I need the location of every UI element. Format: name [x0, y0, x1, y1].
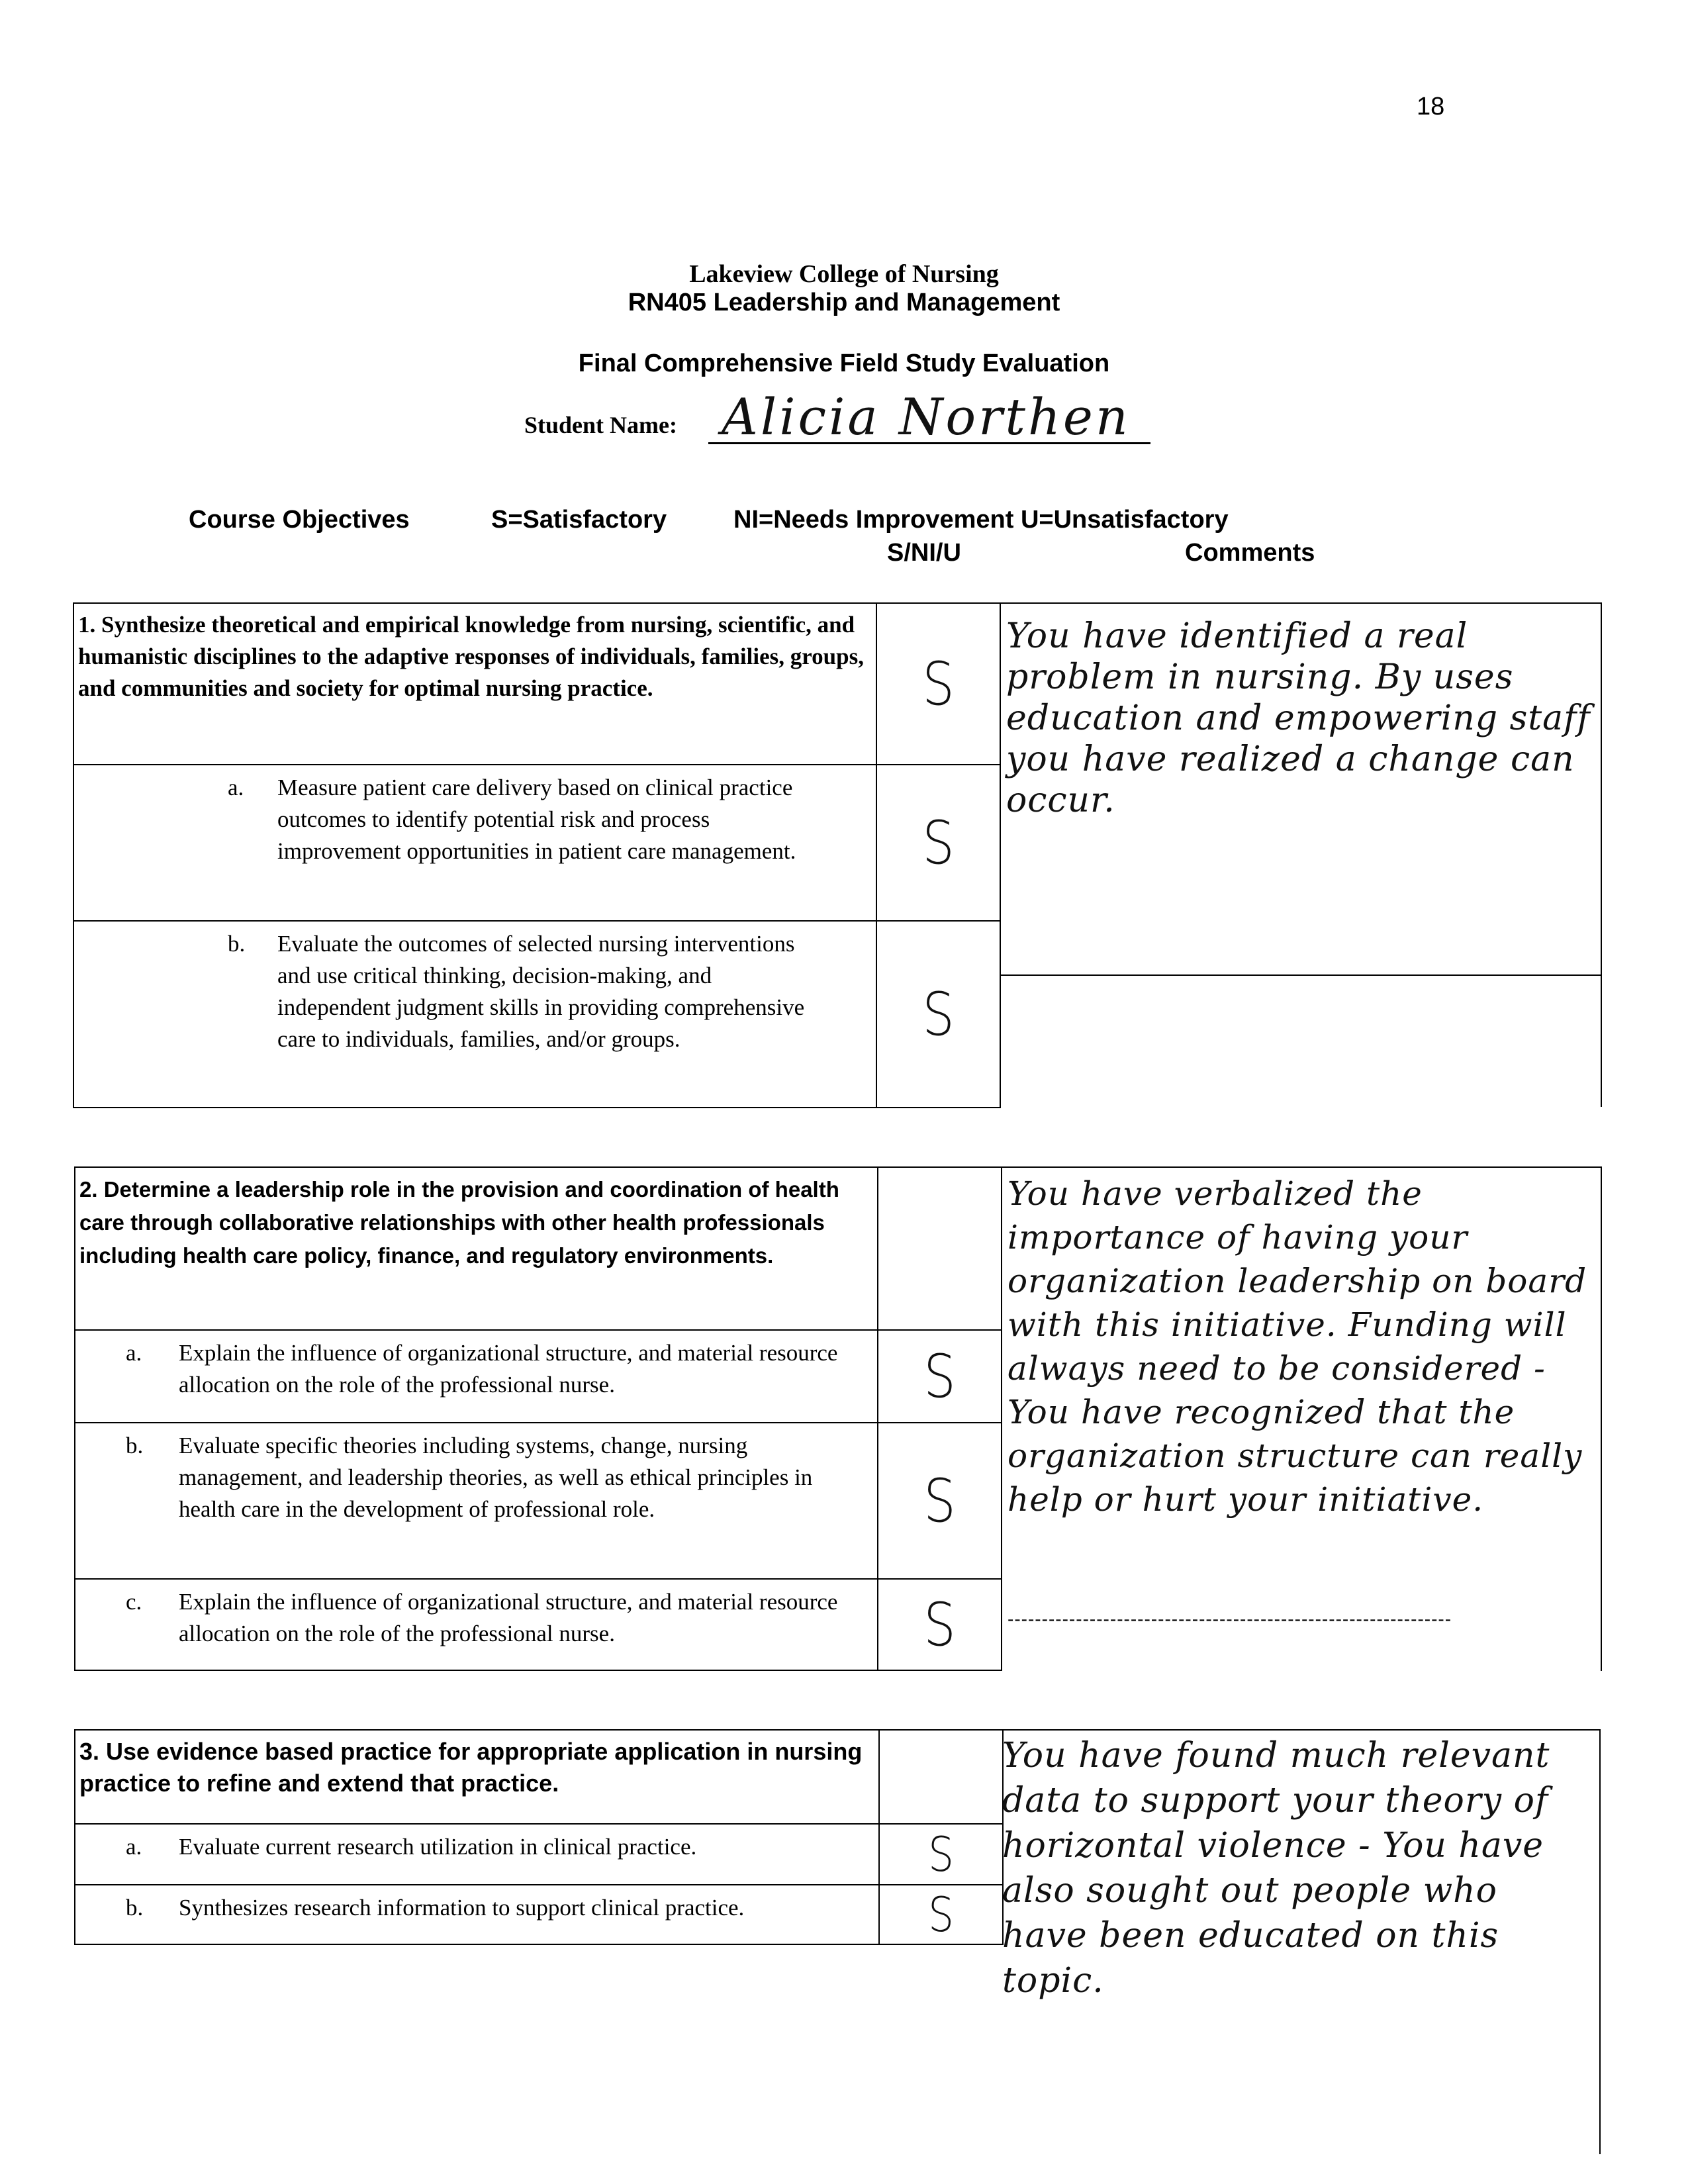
- course-objectives-header: Course Objectives: [189, 506, 410, 534]
- objective-1a-letter: a.: [228, 775, 244, 800]
- objective-2a-grade: S: [887, 1330, 992, 1423]
- objective-3-grade: [888, 1730, 994, 1824]
- objective-1a-text: Measure patient care delivery based on clinical practice outcomes to identify potential risk and process improvement opportunities in patient care management.: [277, 775, 796, 864]
- objective-2-comment-dashes: -----------------------------------------------------------------: [1008, 1609, 1452, 1629]
- objective-2-comment: You have verbalized the importance of having your organization leadership on board with this initiative. Funding will always need to be considered - You have recognized that the organization structure can really help or hurt your initiative.: [1008, 1174, 1587, 1519]
- page-number: 18: [1417, 93, 1445, 120]
- comments-column-header: Comments: [1185, 539, 1315, 567]
- objective-2-grade: [887, 1167, 992, 1330]
- objective-3a-grade: S: [888, 1824, 994, 1885]
- objective-2c-cell: [75, 1579, 878, 1670]
- objective-2b-text: Evaluate specific theories including systems, change, nursing management, and leadership theories, as well as ethical principles in health care in the development of professional role.: [179, 1433, 813, 1522]
- objective-1-grade: S: [886, 603, 991, 765]
- objective-1a-cell: [73, 765, 876, 921]
- objective-3b-grade: S: [888, 1885, 994, 1944]
- snu-column-header: S/NI/U: [887, 539, 961, 567]
- objective-2c-letter: c.: [126, 1589, 142, 1615]
- objective-2a-cell: [75, 1330, 878, 1423]
- objective-2-title: 2. Determine a leadership role in the provision and coordination of health care through collaborative relationships with other health professionals including health care policy, finance, and regulatory environments.: [75, 1167, 878, 1330]
- objective-1b-grade: S: [886, 921, 991, 1108]
- objective-1a-grade: S: [886, 765, 991, 921]
- objective-3b-cell: [75, 1885, 879, 1944]
- objective-2c-text: Explain the influence of organizational structure, and material resource allocation on the role of the professional nurse.: [179, 1589, 838, 1646]
- objective-3-table: [74, 1729, 1004, 1945]
- objective-3a-cell: [75, 1824, 879, 1885]
- objective-1-table: [73, 602, 1001, 1108]
- objective-3b-letter: b.: [126, 1895, 144, 1921]
- objective-1-comment: You have identified a real problem in nursing. By uses education and empowering staff you have realized a change can occur.: [1006, 616, 1591, 820]
- objective-2c-grade: S: [887, 1579, 992, 1670]
- student-name-handwritten: Alicia Northen: [722, 387, 1131, 446]
- objective-1b-letter: b.: [228, 931, 246, 957]
- objective-1b-text: Evaluate the outcomes of selected nursing interventions and use critical thinking, decision-making, and independent judgment skills in providing comprehensive care to individuals, families, and/or groups.: [277, 931, 805, 1052]
- objective-3a-letter: a.: [126, 1834, 142, 1860]
- objective-2-table: [74, 1166, 1002, 1671]
- objective-2b-cell: [75, 1423, 878, 1579]
- course-title: RN405 Leadership and Management: [628, 289, 1060, 316]
- objective-2b-grade: S: [887, 1423, 992, 1579]
- objective-1b-cell: [73, 921, 876, 1108]
- student-name-label: Student Name:: [524, 412, 677, 438]
- objective-2b-letter: b.: [126, 1433, 144, 1458]
- evaluation-title: Final Comprehensive Field Study Evaluation: [578, 350, 1110, 377]
- objective-2a-text: Explain the influence of organizational structure, and material resource allocation on the role of the professional nurse.: [179, 1340, 838, 1398]
- satisfactory-legend: S=Satisfactory: [491, 506, 667, 534]
- objective-1-title: 1. Synthesize theoretical and empirical knowledge from nursing, scientific, and humanistic disciplines to the adaptive responses of individuals, families, groups, and communities and society for optimal nursing practice.: [73, 603, 876, 765]
- ni-u-legend: NI=Needs Improvement U=Unsatisfactory: [733, 506, 1229, 534]
- objective-2a-letter: a.: [126, 1340, 142, 1366]
- college-name: Lakeview College of Nursing: [689, 260, 999, 288]
- objective-3-comment: You have found much relevant data to support your theory of horizontal violence - You have also sought out people who have been educated on this topic.: [1002, 1736, 1550, 2001]
- objective-3b-text: Synthesizes research information to support clinical practice.: [179, 1895, 745, 1921]
- objective-3-title: 3. Use evidence based practice for appropriate application in nursing practice to refine and extend that practice.: [75, 1730, 879, 1824]
- objective-1-comment-divider: [1000, 974, 1602, 976]
- objective-3a-text: Evaluate current research utilization in clinical practice.: [179, 1834, 697, 1860]
